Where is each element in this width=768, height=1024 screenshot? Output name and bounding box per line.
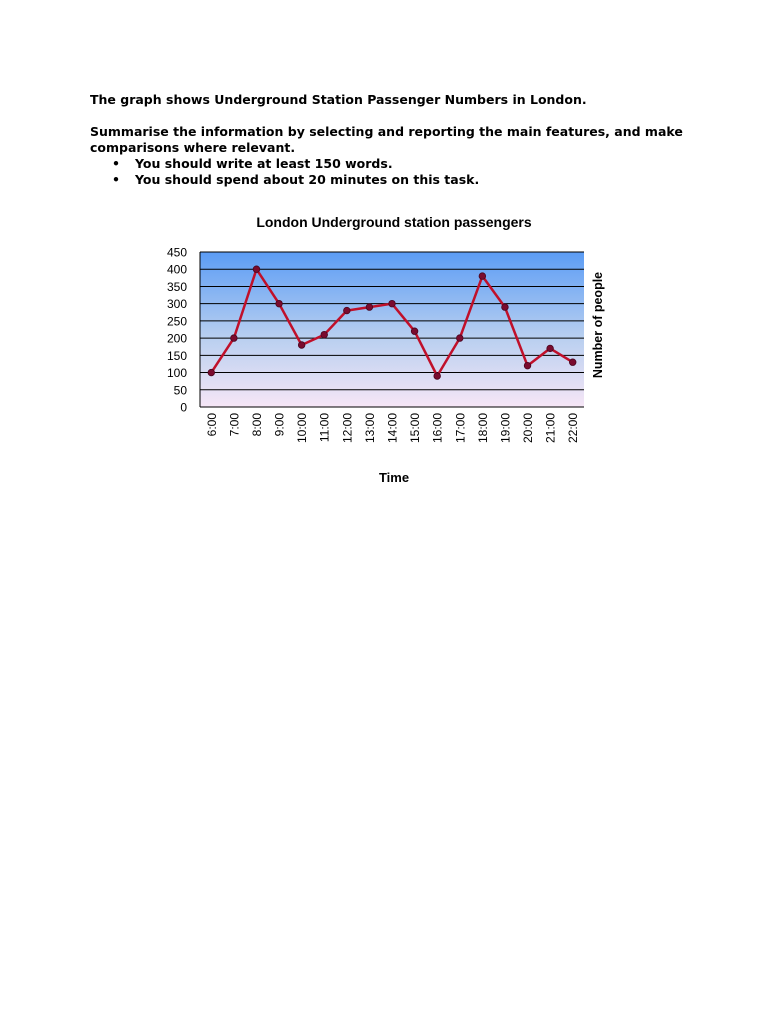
prompt-intro: The graph shows Underground Station Passenger Numbers in London. xyxy=(90,92,587,107)
y-tick-label: 50 xyxy=(173,383,187,398)
data-point xyxy=(411,328,418,335)
x-tick-label: 9:00 xyxy=(272,413,287,437)
y-tick-label: 300 xyxy=(166,297,187,312)
data-point xyxy=(276,300,283,307)
data-point xyxy=(389,300,396,307)
data-point xyxy=(231,335,238,342)
data-point xyxy=(321,331,328,338)
data-point xyxy=(208,369,215,376)
y-tick-label: 150 xyxy=(166,348,187,363)
data-point xyxy=(569,359,576,366)
data-point xyxy=(547,345,554,352)
x-tick-label: 18:00 xyxy=(475,413,490,444)
bullet-icon: • xyxy=(112,172,120,187)
x-tick-label: 6:00 xyxy=(204,413,219,437)
x-tick-label: 8:00 xyxy=(249,413,264,437)
x-tick-label: 13:00 xyxy=(362,413,377,444)
y-axis-label: Number of people xyxy=(591,271,605,379)
y-tick-label: 400 xyxy=(166,262,187,277)
x-tick-label: 12:00 xyxy=(340,413,355,444)
data-point xyxy=(524,362,531,369)
plot-area xyxy=(200,252,584,407)
y-tick-label: 200 xyxy=(166,331,187,346)
y-tick-label: 450 xyxy=(166,245,187,260)
x-tick-label: 11:00 xyxy=(317,413,332,443)
prompt-instruction: Summarise the information by selecting and reporting the main features, and make comparisons where relevant. xyxy=(90,124,683,155)
y-tick-label: 0 xyxy=(180,400,187,415)
x-tick-label: 17:00 xyxy=(453,413,468,444)
data-point xyxy=(253,266,260,273)
data-point xyxy=(344,307,351,314)
y-tick-label: 100 xyxy=(166,366,187,381)
x-axis-ticks xyxy=(205,413,580,443)
bullet-text: You should spend about 20 minutes on this task. xyxy=(135,172,480,187)
data-point xyxy=(434,373,441,380)
x-axis-label: Time xyxy=(378,470,410,485)
y-tick-label: 250 xyxy=(166,314,187,329)
bullet-icon: • xyxy=(112,156,120,171)
x-tick-label: 20:00 xyxy=(521,413,536,444)
data-point xyxy=(456,335,463,342)
bullet-text: You should write at least 150 words. xyxy=(135,156,393,171)
x-tick-label: 14:00 xyxy=(385,413,400,444)
x-tick-label: 10:00 xyxy=(295,413,310,444)
x-tick-label: 7:00 xyxy=(227,413,242,437)
y-tick-label: 350 xyxy=(166,279,187,294)
x-tick-label: 21:00 xyxy=(543,413,558,444)
x-tick-label: 16:00 xyxy=(430,413,445,444)
data-point xyxy=(298,342,305,349)
x-tick-label: 15:00 xyxy=(408,413,423,444)
data-point xyxy=(366,304,373,311)
data-point xyxy=(479,273,486,280)
x-tick-label: 19:00 xyxy=(498,413,513,444)
y-axis-ticks xyxy=(167,246,187,415)
data-point xyxy=(502,304,509,311)
x-tick-label: 22:00 xyxy=(566,413,581,444)
chart-title: London Underground station passengers xyxy=(256,214,532,230)
